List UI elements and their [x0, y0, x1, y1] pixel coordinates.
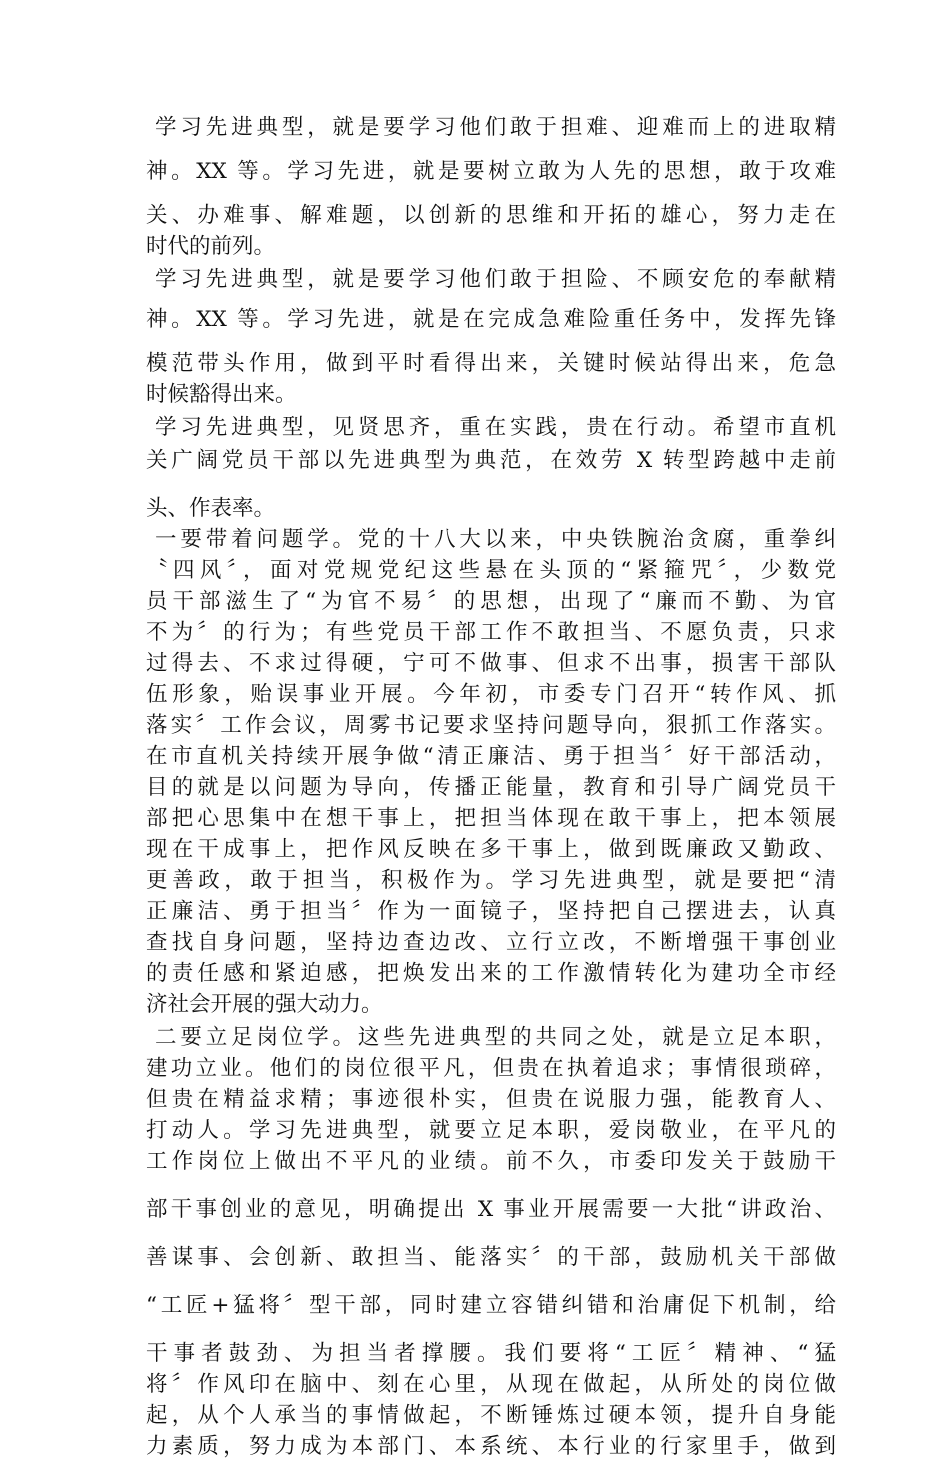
text-line: 过得去、不求过得硬，宁可不做事、但求不出事，损害干部队: [146, 651, 836, 676]
text-line: 学习先进典型，见贤思齐，重在实践，贵在行动。希望市直机: [155, 415, 836, 440]
text-line: 模范带头作用，做到平时看得出来，关键时候站得出来，危急: [146, 351, 836, 376]
text-line: 干事者鼓劲、为担当者撑腰。我们要将“工匠〞精神、“猛: [146, 1341, 836, 1366]
text-line: 伍形象，贻误事业开展。今年初，市委专门召开“转作风、抓: [146, 682, 836, 707]
text-line: 但贵在精益求精；事迹很朴实，但贵在说服力强，能教育人、: [146, 1087, 836, 1112]
text-line: 目的就是以问题为导向，传播正能量，教育和引导广阔党员干: [146, 775, 836, 800]
text-line: 善谋事、会创新、敢担当、能落实〞的干部，鼓励机关干部做: [146, 1245, 836, 1270]
text-line: 部把心思集中在想干事上，把担当体现在敢干事上，把本领展: [146, 806, 836, 831]
text-line: 员干部滋生了“为官不易〞的思想，出现了“廉而不勤、为官: [146, 589, 836, 614]
text-line: 关、办难事、解难题，以创新的思维和开拓的雄心，努力走在: [146, 203, 836, 228]
text-line: 更善政，敢于担当，积极作为。学习先进典型，就是要把“清: [146, 868, 836, 893]
text-line: 在市直机关持续开展争做“清正廉洁、勇于担当〞好干部活动，: [146, 744, 836, 769]
text-line: “工匠+猛将〞型干部，同时建立容错纠错和治庸促下机制，给: [146, 1293, 836, 1318]
text-line: 神。XX 等。学习先进，就是要树立敢为人先的思想，敢于攻难: [146, 159, 836, 184]
text-line: 查找自身问题，坚持边查边改、立行立改，不断增强干事创业: [146, 930, 836, 955]
text-line: 力素质，努力成为本部门、本系统、本行业的行家里手，做到: [146, 1434, 836, 1459]
text-line: 学习先进典型，就是要学习他们敢于担险、不顾安危的奉献精: [155, 267, 836, 292]
text-line: 学习先进典型，就是要学习他们敢于担难、迎难而上的进取精: [155, 115, 836, 140]
text-line: 工作岗位上做出不平凡的业绩。前不久，市委印发关于鼓励干: [146, 1149, 836, 1174]
text-line: 正廉洁、勇于担当〞作为一面镜子，坚持把自己摆进去，认真: [146, 899, 836, 924]
text-line: 起，从个人承当的事情做起，不断锤炼过硬本领，提升自身能: [146, 1403, 836, 1428]
text-line: 〝四风〞，面对党规党纪这些悬在头顶的“紧箍咒〞，少数党: [146, 558, 836, 583]
text-line: 一要带着问题学。党的十八大以来，中央铁腕治贪腐，重拳纠: [155, 527, 836, 552]
text-line: 时候豁得出来。: [146, 382, 297, 407]
text-line: 部干事创业的意见，明确提出 X 事业开展需要一大批“讲政治、: [146, 1197, 836, 1222]
text-line: 神。XX 等。学习先进，就是在完成急难险重任务中，发挥先锋: [146, 307, 836, 332]
text-line: 的责任感和紧迫感，把焕发出来的工作激情转化为建功全市经: [146, 961, 836, 986]
text-line: 建功立业。他们的岗位很平凡，但贵在执着追求；事情很琐碎，: [146, 1056, 836, 1081]
text-line: 头、作表率。: [146, 496, 276, 521]
text-line: 不为〞的行为；有些党员干部工作不敢担当、不愿负责，只求: [146, 620, 836, 645]
text-line: 将〞作风印在脑中、刻在心里，从现在做起，从所处的岗位做: [146, 1372, 836, 1397]
document-body: [146, 112, 836, 1462]
text-line: 时代的前列。: [146, 234, 276, 259]
text-line: 关广阔党员干部以先进典型为典范，在效劳 X 转型跨越中走前: [146, 448, 836, 473]
text-line: 落实〞工作会议，周雾书记要求坚持问题导向，狠抓工作落实。: [146, 713, 836, 738]
text-line: 济社会开展的强大动力。: [146, 992, 383, 1017]
text-line: 二要立足岗位学。这些先进典型的共同之处，就是立足本职，: [155, 1025, 836, 1050]
text-line: 现在干成事上，把作风反映在多干事上，做到既廉政又勤政、: [146, 837, 836, 862]
text-line: 打动人。学习先进典型，就要立足本职，爱岗敬业，在平凡的: [146, 1118, 836, 1143]
